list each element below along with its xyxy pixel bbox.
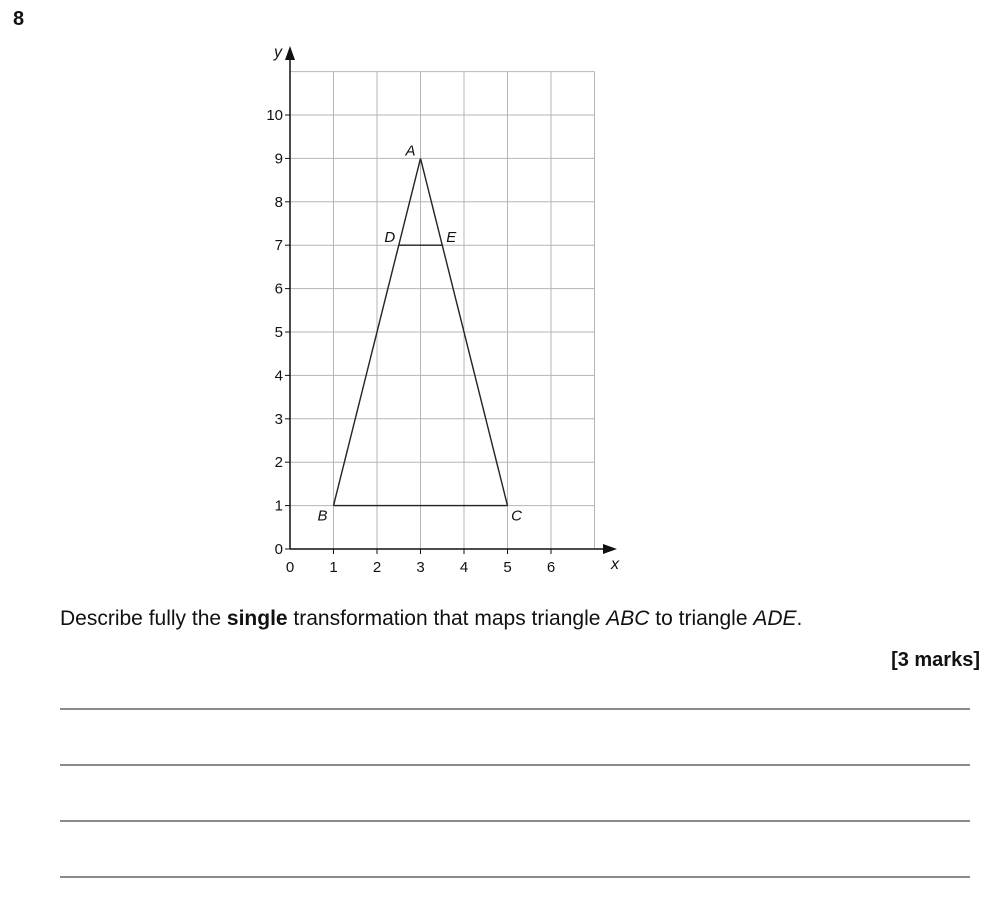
x-axis-arrow-icon [603, 544, 617, 554]
y-tick-label: 6 [274, 280, 283, 298]
grid-lines [290, 72, 595, 549]
question-text-part: to triangle [649, 607, 754, 630]
x-tick-label: 0 [285, 559, 295, 576]
y-tick-label: 4 [274, 367, 283, 385]
question-number: 8 [13, 8, 25, 30]
question-text-part: transformation that maps triangle [287, 607, 607, 630]
answer-line[interactable] [60, 764, 970, 766]
point-labels [317, 142, 522, 524]
x-tick-label: 2 [372, 559, 382, 576]
x-tick-label: 6 [546, 559, 556, 576]
y-tick-label: 5 [274, 324, 283, 341]
axes [273, 44, 620, 573]
question-text-part: . [796, 607, 803, 630]
y-tick-label: 3 [274, 410, 283, 428]
triangle-name-abc: ABC [606, 607, 650, 630]
question-text-bold: single [226, 607, 288, 630]
y-axis-label: y [274, 44, 282, 61]
x-tick-label: 5 [503, 559, 512, 576]
y-tick-label: 10 [266, 107, 283, 124]
point-label-d: D [384, 229, 396, 247]
answer-line[interactable] [60, 820, 970, 822]
triangle-name-ade: ADE [753, 607, 797, 630]
marks-label: [3 marks] [891, 649, 980, 671]
point-label-b: B [317, 507, 328, 525]
point-label-a: A [405, 142, 416, 160]
x-tick-label: 4 [459, 559, 469, 576]
y-tick-label: 9 [274, 150, 283, 168]
answer-line[interactable] [60, 876, 970, 878]
y-tick-label: 2 [274, 454, 283, 472]
answer-line[interactable] [60, 708, 970, 710]
x-tick-label: 1 [329, 559, 338, 576]
y-tick-label: 1 [274, 497, 283, 515]
point-label-e: E [446, 229, 457, 247]
y-tick-label: 8 [274, 193, 283, 211]
question-text [60, 607, 802, 631]
x-tick-label: 3 [416, 559, 425, 576]
y-tick-label: 7 [274, 237, 283, 255]
x-axis-label: x [611, 556, 619, 573]
y-axis-arrow-icon [285, 46, 295, 60]
question-text-part: Describe fully the [60, 607, 227, 630]
point-label-c: C [511, 507, 522, 525]
y-tick-label: 0 [274, 541, 283, 558]
